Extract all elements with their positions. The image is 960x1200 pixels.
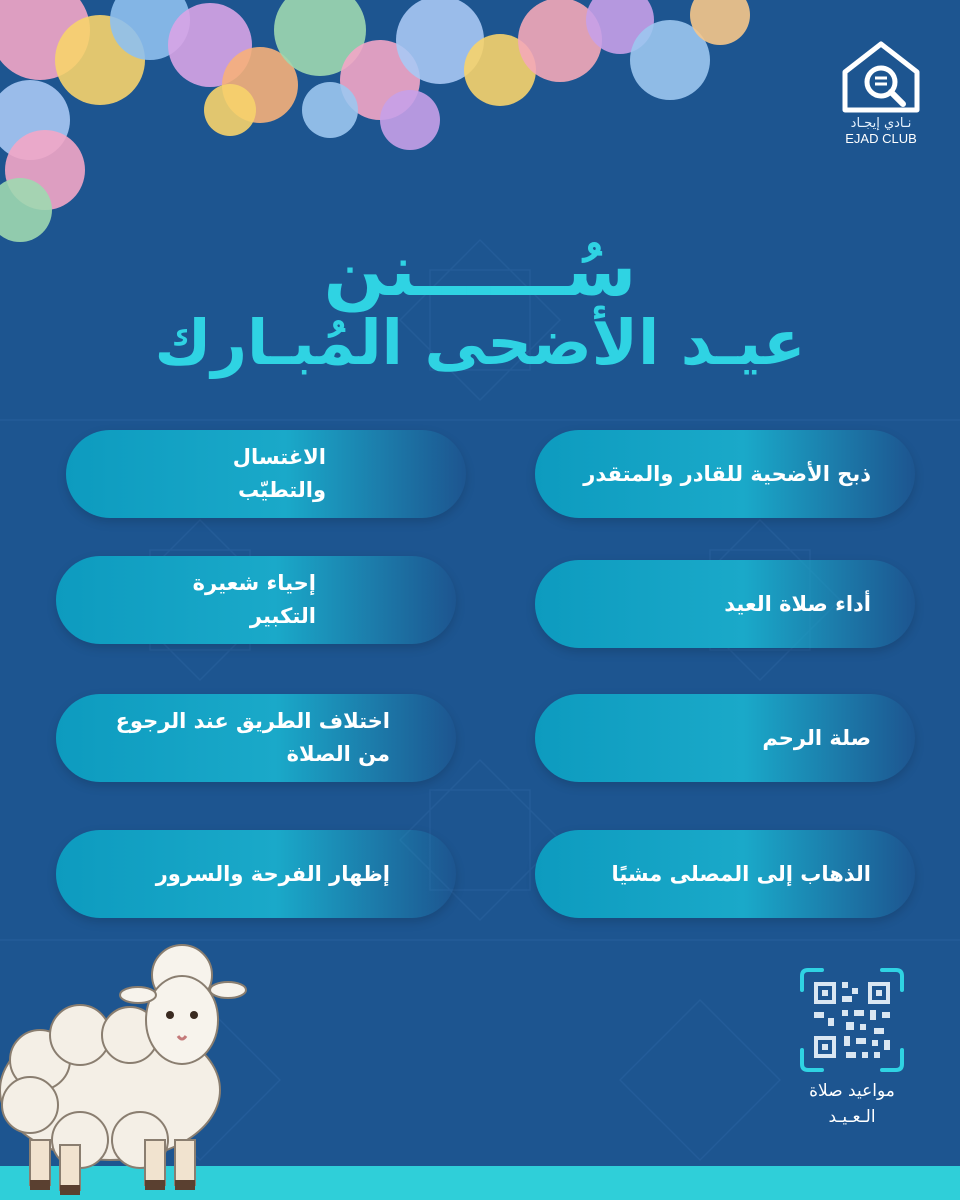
balloons-illustration <box>0 0 760 250</box>
sunnah-item-label: اختلاف الطريق عند الرجوع من الصلاة <box>115 709 390 766</box>
page-title-line2: عيـد الأضحى المُبـارك <box>154 306 806 379</box>
house-search-icon <box>839 38 923 114</box>
sunnah-item-right-1 <box>535 430 915 518</box>
page-title-line1: سُــــــنن <box>323 228 637 312</box>
sunnah-item-right-4 <box>535 830 915 918</box>
logo-english-text: EJAD CLUB <box>845 131 917 146</box>
logo-arabic-text: نـادي إيجـاد <box>850 116 912 131</box>
sunnah-item-right-3 <box>535 694 915 782</box>
sunnah-item-label: ذبح الأضحية للقادر والمتقدر <box>583 461 871 486</box>
sheep-illustration <box>0 940 250 1200</box>
qr-caption-line1: مواعيد صلاة <box>809 1081 895 1101</box>
sunnah-item-left-4 <box>56 830 456 918</box>
sunnah-item-label: الاغتسال والتطيّب <box>232 445 326 502</box>
sunnah-item-label: إحياء شعيرة التكبير <box>192 571 316 628</box>
sunnah-item-left-2 <box>56 556 456 644</box>
sunnah-item-label: صلة الرحم <box>762 725 871 750</box>
qr-code[interactable] <box>800 968 904 1072</box>
sunnah-item-right-2 <box>535 560 915 648</box>
sunnah-item-left-1 <box>66 430 466 518</box>
qr-caption-line2: الـعـيـد <box>828 1107 876 1127</box>
sunnah-item-label: أداء صلاة العيد <box>724 591 871 616</box>
sunnah-item-label: الذهاب إلى المصلى مشيًا <box>611 861 871 886</box>
sunnah-item-label: إظهار الفرحة والسرور <box>155 861 390 886</box>
ejad-club-logo <box>836 38 926 146</box>
sunnah-item-left-3 <box>56 694 456 782</box>
